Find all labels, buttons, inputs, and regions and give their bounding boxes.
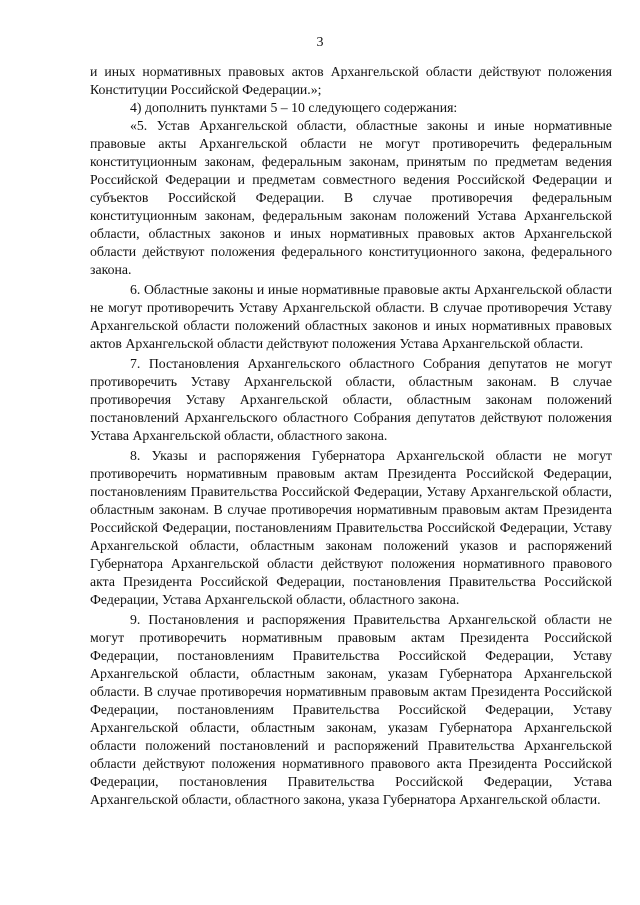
page-number: 3 [316, 35, 324, 50]
paragraph-item-9: 9. Постановления и распоряжения Правительства Архангельской области не могут противоречить нормативным правовым актам Президента Российской Федерации, постановлениям Правительства Российской Федерации, Уставу Архангельской области, областным законам, указам Губернатора Архангельской области. В случае противоречия нормативным правовым актам Президента Российской Федерации, постановлениям Правительства Российской Федерации, Уставу Архангельской области, областным законам, указам Губернатора Архангельской области положений постановлений и распоряжений Правительства Архангельской области действуют положения нормативного правового акта Президента Российской Федерации, постановления Правительства Российской Федерации, Устава Архангельской области, областного закона, указа Губернатора Архангельской области. [90, 612, 612, 807]
paragraph-item-8: 8. Указы и распоряжения Губернатора Архангельской области не могут противоречить нормативным правовым актам Президента Российской Федерации, постановлениям Правительства Российской Федерации, Уставу Архангельской области, областным законам. В случае противоречия нормативным правовым актам Президента Российской Федерации, постановлениям Правительства Российской Федерации, Уставу Архангельской области, областным законам положений указов и распоряжений Губернатора Архангельской области действуют положения нормативного правового акта Президента Российской Федерации, постановления Правительства Российской Федерации, Устава Архангельской области, областного закона. [90, 448, 612, 607]
paragraph-item-5: «5. Устав Архангельской области, областные законы и иные нормативные правовые акты Архангельской области не могут противоречить федеральным конституционным законам, федеральным законам, принятым по предметам ведения Российской Федерации и предметам совместного ведения Российской Федерации и субъектов Российской Федерации. В случае противоречия федеральным конституционным законам, федеральным законам положений Устава Архангельской области, областных законов и иных нормативных правовых актов Архангельской области действуют положения федерального конституционного закона, федерального закона. [90, 118, 612, 277]
paragraph-continuation: и иных нормативных правовых актов Архангельской области действуют положения Конституции Российской Федерации.»; [90, 64, 612, 97]
paragraph-item-7: 7. Постановления Архангельского областного Собрания депутатов не могут противоречить Уставу Архангельской области, областным законам. В случае противоречия Уставу Архангельской области, областным законам положений постановлений Архангельского областного Собрания депутатов действуют положения Устава Архангельской области, областного закона. [90, 356, 612, 443]
paragraph-amendment-intro: 4) дополнить пунктами 5 – 10 следующего содержания: [130, 100, 458, 115]
paragraph-item-6: 6. Областные законы и иные нормативные правовые акты Архангельской области не могут противоречить Уставу Архангельской области. В случае противоречия Уставу Архангельской области положений областных законов и иных нормативных правовых актов Архангельской области действуют положения Устава Архангельской области. [90, 282, 612, 351]
document-body [90, 63, 612, 809]
